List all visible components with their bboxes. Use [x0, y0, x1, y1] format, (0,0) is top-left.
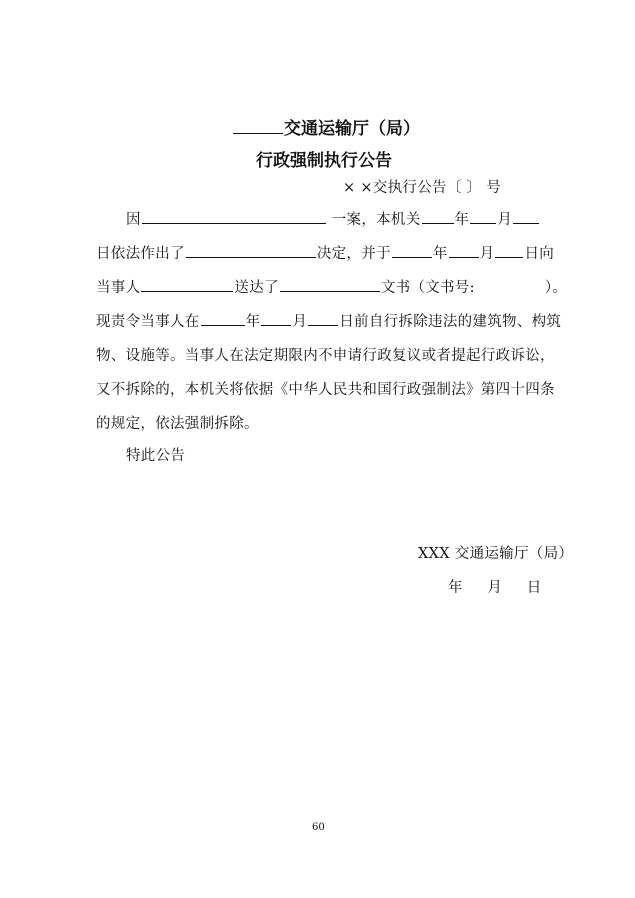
- signature-org: XXX 交通运输厅（局）: [418, 546, 574, 562]
- day-blank: [495, 244, 523, 258]
- year-blank: [392, 244, 432, 258]
- case-blank: [142, 210, 326, 224]
- org-name-blank: [233, 120, 283, 134]
- body-line-1: 因 一案，本机关 年 月: [126, 208, 540, 229]
- day-blank: [308, 312, 338, 326]
- title-line-1: 交通运输厅（局）: [232, 114, 420, 139]
- month-blank: [261, 312, 291, 326]
- document-blank: [280, 278, 380, 292]
- month-blank: [470, 210, 496, 224]
- decision-blank: [186, 244, 316, 258]
- page-number: 60: [312, 822, 325, 833]
- year-blank: [201, 312, 245, 326]
- closing-text: 特此公告: [126, 448, 186, 464]
- body-line-3: 当事人 送达了 文书（文书号: ）。: [96, 280, 568, 296]
- party-blank: [141, 278, 233, 292]
- body-line-4: 现责令当事人在 年 月 日前自行拆除违法的建筑物、构筑: [96, 314, 562, 330]
- month-blank: [449, 244, 479, 258]
- body-line-2: 日依法作出了 决定，并于 年 月 日向: [96, 246, 555, 262]
- body-line-5: 物、设施等。当事人在法定期限内不申请行政复议或者提起行政诉讼，: [96, 348, 555, 364]
- day-blank: [513, 210, 539, 224]
- signature-date: 年 月 日: [448, 580, 542, 596]
- document-number: × ×交执行公告〔 〕 号: [343, 180, 502, 196]
- body-line-7: 的规定，依法强制拆除。: [96, 416, 259, 432]
- title-line-2: 行政强制执行公告: [256, 151, 392, 171]
- body-line-6: 又不拆除的，本机关将依据《中华人民共和国行政强制法》第四十四条: [96, 382, 555, 398]
- year-blank: [422, 210, 454, 224]
